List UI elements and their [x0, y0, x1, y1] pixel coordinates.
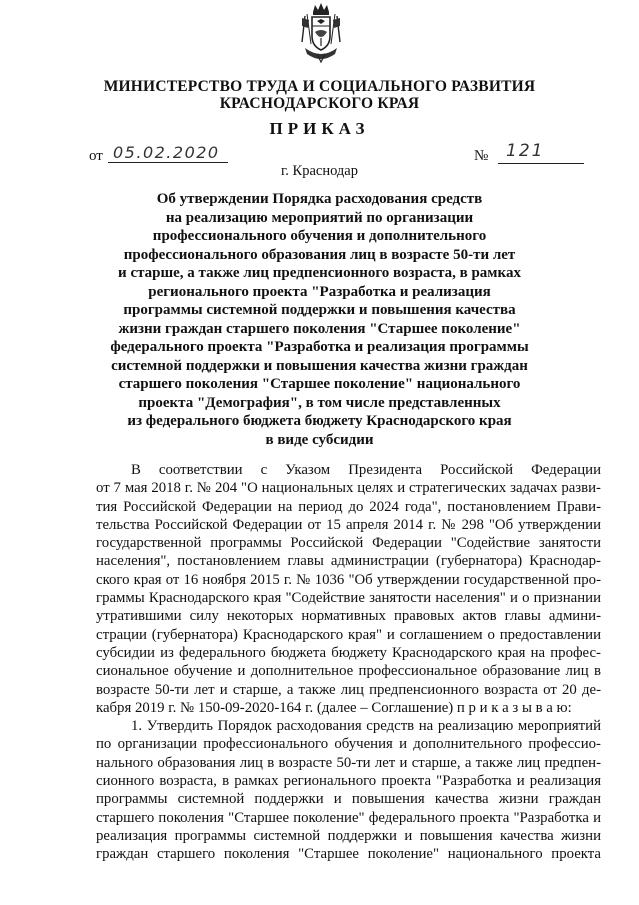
body-text-line: граждан старшего поколения "Старшее поколение" национального проекта — [96, 846, 601, 863]
subject-line: старшего поколения "Старшее поколение" национального — [118, 376, 521, 392]
date-label: от — [89, 148, 103, 164]
body-text-line: утратившими силу некоторых нормативных правовых актов главы админи- — [96, 608, 601, 625]
body-text-line: 1. Утвердить Порядок расходования средств на реализацию мероприятий — [131, 718, 601, 735]
subject-line: и старше, а также лиц предпенсионного возраста, в рамках — [118, 265, 521, 281]
order-body — [96, 461, 601, 864]
body-text-line: нального образования лиц в возрасте 50-ти лет и старше, а также лиц предпен- — [96, 754, 601, 771]
handwritten-date: 05.02.2020 — [113, 143, 220, 162]
body-text-line: государственной программы Российской Федерации "Содействие занятости — [96, 535, 601, 552]
body-text-line: старшего поколения "Старшее поколение" федерального проекта "Разработка и — [96, 809, 601, 826]
body-text-line: В соответствии с Указом Президента Российской Федерации — [131, 462, 601, 478]
subject-line: федерального проекта "Разработка и реализация программы — [110, 339, 529, 355]
body-text-line: тельства Российской Федерации от 15 апреля 2014 г. № 298 "Об утверждении — [96, 516, 601, 533]
subject-line: из федерального бюджета бюджету Краснодарского края — [127, 413, 512, 429]
krasnodar-coat-of-arms-icon — [299, 2, 343, 64]
body-text-line: граммы Краснодарского края "Содействие занятости населения" и о признании — [96, 590, 601, 607]
body-text-line: тия Российской Федерации на период до 2024 года", постановлением Прави- — [96, 498, 601, 515]
subject-line: на реализацию мероприятий по организации — [165, 209, 474, 226]
subject-line: системной поддержки и повышения качества жизни граждан — [111, 357, 528, 374]
body-text-line: возрасте 50-ти лет и старше, а также лиц предпенсионного возраста от 20 де- — [96, 681, 601, 698]
order-subject — [0, 190, 639, 449]
body-text-line: реализация программы системной поддержки и повышения качества жизни — [96, 827, 601, 844]
subject-line: в виде субсидии — [265, 431, 374, 448]
number-label: № — [474, 148, 489, 164]
subject-line: Об утверждении Порядка расходования средств — [156, 191, 483, 207]
subject-line: профессионального образования лиц в возрасте 50-ти лет — [123, 246, 516, 263]
body-text-line: кабря 2019 г. № 150-09-2020-164 г. (далее – Соглашение) п р и к а з ы в а ю: — [96, 699, 572, 716]
subject-line: профессионального обучения и дополнительного — [152, 228, 487, 244]
body-text-line: населения", постановлением главы администрации (губернатора) Краснодар- — [96, 553, 601, 570]
body-text-line: ского края от 16 ноября 2015 г. № 1036 "Об утверждении государственной про- — [96, 571, 601, 588]
subject-line: программы системной поддержки и повышения качества — [123, 302, 516, 318]
body-text-line: программы системной поддержки и повышения качества жизни граждан — [96, 791, 601, 808]
body-text-line: от 7 мая 2018 г. № 204 "О национальных целях и стратегических задачах разви- — [96, 480, 601, 497]
body-text-line: сиональное обучение и дополнительное профессиональное образование лиц в — [96, 663, 601, 680]
ministry-name-line-2: КРАСНОДАРСКОГО КРАЯ — [219, 95, 420, 112]
subject-line: жизни граждан старшего поколения "Старшее поколение" — [118, 320, 521, 337]
handwritten-order-number: 121 — [506, 141, 545, 161]
ministry-name-line-1: МИНИСТЕРСТВО ТРУДА И СОЦИАЛЬНОГО РАЗВИТИЯ — [103, 78, 536, 95]
subject-line: проекта "Демография", в том числе представленных — [138, 394, 501, 411]
body-text-line: субсидии из федерального бюджета бюджету Краснодарского края на профес- — [96, 644, 601, 661]
body-text-line: сионного возраста, в рамках регионального проекта "Разработка и реализация — [96, 773, 601, 790]
subject-line: регионального проекта "Разработка и реализация — [148, 283, 491, 300]
document-type-title: ПРИКАЗ — [269, 119, 370, 138]
city-line: г. Краснодар — [280, 163, 358, 179]
body-text-line: страции (губернатора) Краснодарского края" и соглашением о предоставлении — [96, 626, 601, 643]
body-text-line: по организации профессионального обучения и дополнительного профессио- — [96, 736, 601, 753]
